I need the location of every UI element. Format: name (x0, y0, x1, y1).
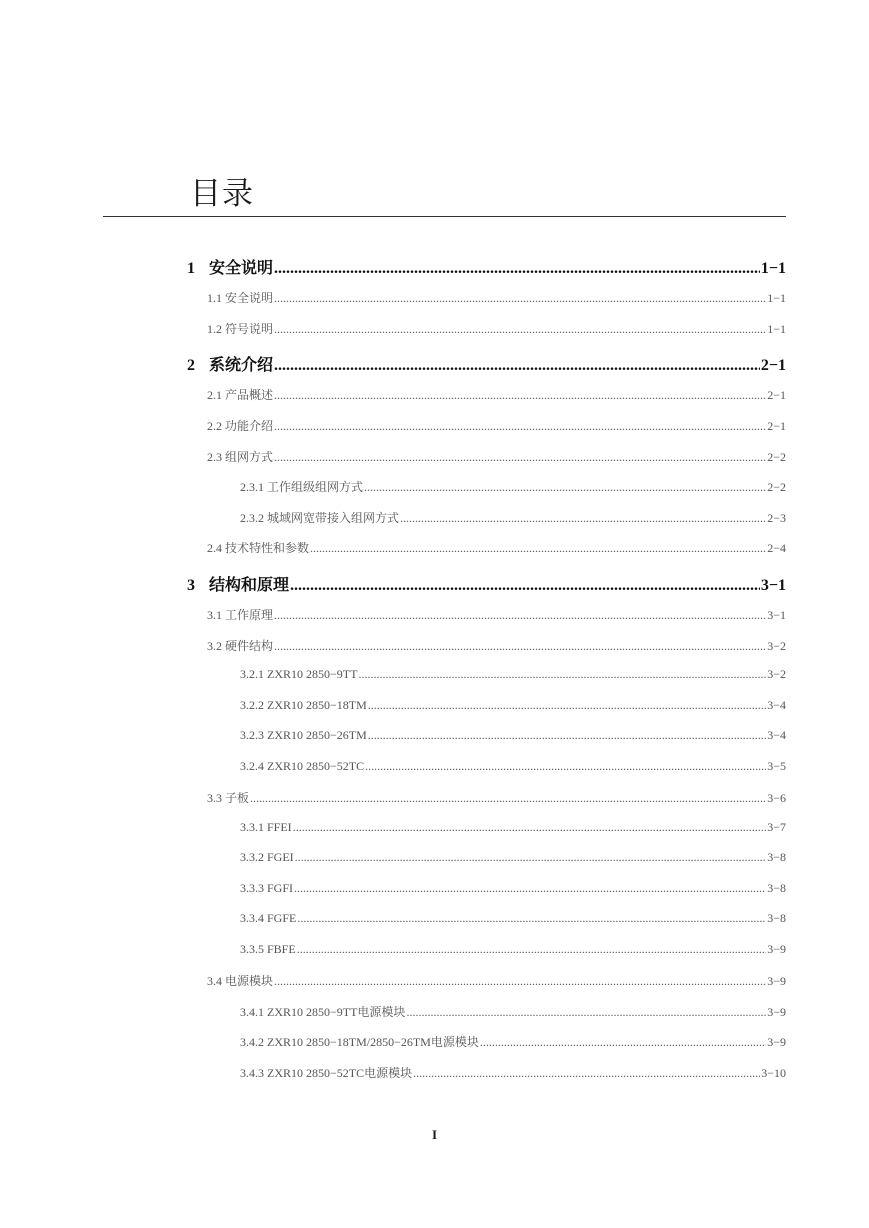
toc-page: 1−1 (767, 291, 786, 305)
toc-leader (294, 881, 766, 896)
toc-entry[interactable] (240, 911, 786, 926)
toc-number: 3.3.3 (240, 881, 264, 895)
toc-label: 子板 (225, 791, 250, 805)
toc-entry[interactable] (207, 606, 786, 623)
toc-page: 3−1 (760, 577, 786, 594)
toc-entry[interactable] (240, 1033, 786, 1050)
toc-label: ZXR10 2850−9TT (267, 667, 358, 681)
toc-page: 3−10 (761, 1066, 786, 1080)
toc-entry[interactable] (187, 572, 786, 595)
toc-entry[interactable] (207, 386, 786, 403)
toc-number: 3 (187, 577, 195, 594)
toc-entry[interactable] (240, 1003, 786, 1020)
toc-page: 3−4 (767, 728, 786, 742)
toc-leader (295, 850, 767, 865)
toc-number: 3.4 (207, 974, 222, 988)
toc-number: 2.3 (207, 450, 222, 464)
toc-number: 3.2.3 (240, 728, 264, 742)
toc-page: 3−2 (767, 639, 786, 653)
toc-page: 3−8 (767, 911, 786, 925)
toc-label: ZXR10 2850−26TM (267, 728, 367, 742)
toc-label: 产品概述 (225, 388, 274, 402)
toc-page: 3−7 (767, 820, 786, 834)
toc-page: 3−9 (767, 1035, 786, 1049)
toc-page: 1−1 (760, 260, 786, 277)
toc-leader (365, 759, 766, 774)
toc-entry[interactable] (207, 448, 786, 465)
toc-number: 3.2 (207, 639, 222, 653)
toc-entry[interactable] (240, 881, 786, 896)
toc-number: 1 (187, 260, 195, 277)
toc-entry[interactable] (240, 509, 786, 526)
toc-entry[interactable] (207, 320, 786, 337)
toc-number: 2.3.1 (240, 480, 264, 494)
toc-label: 工作原理 (225, 608, 274, 622)
toc-leader (297, 942, 767, 957)
toc-number: 3.3.5 (240, 942, 264, 956)
toc-leader (274, 974, 766, 989)
toc-leader (274, 357, 760, 375)
toc-label: FFEI (267, 820, 292, 834)
toc-leader (406, 1005, 766, 1020)
toc-number: 2 (187, 357, 195, 374)
toc-leader (413, 1066, 760, 1081)
toc-label: ZXR10 2850−18TM (267, 698, 367, 712)
title-divider (103, 216, 786, 217)
toc-page: 2−1 (767, 419, 786, 433)
toc-label: FGFE (267, 911, 297, 925)
toc-entry[interactable] (240, 478, 786, 495)
toc-number: 3.4.1 (240, 1005, 264, 1019)
toc-page: 2−1 (760, 357, 786, 374)
toc-number: 3.2.1 (240, 667, 264, 681)
toc-page: 2−1 (767, 388, 786, 402)
toc-number: 3.3 (207, 791, 222, 805)
toc-entry[interactable] (240, 698, 786, 713)
toc-leader (274, 260, 760, 278)
toc-label: 安全说明 (225, 291, 274, 305)
toc-page: 1−1 (767, 322, 786, 336)
toc-entry[interactable] (207, 539, 786, 556)
toc-page: 3−9 (767, 974, 786, 988)
toc-leader (400, 511, 766, 526)
toc-label: ZXR10 2850−52TC电源模块 (267, 1066, 413, 1080)
toc-number: 3.3.4 (240, 911, 264, 925)
toc-entry[interactable] (207, 417, 786, 434)
toc-leader (274, 450, 766, 465)
toc-entry[interactable] (240, 728, 786, 743)
toc-label: 组网方式 (225, 450, 274, 464)
toc-label: FGEI (267, 850, 294, 864)
toc-leader (250, 791, 766, 806)
toc-leader (368, 728, 766, 743)
toc-label: FGFI (267, 881, 294, 895)
toc-number: 1.1 (207, 291, 222, 305)
toc-leader (274, 639, 766, 654)
toc-leader (293, 820, 767, 835)
toc-entry[interactable] (207, 789, 786, 806)
toc-number: 2.4 (207, 541, 222, 555)
toc-leader (274, 608, 766, 623)
toc-page: 3−1 (767, 608, 786, 622)
toc-entry[interactable] (187, 352, 786, 375)
toc-page: 3−2 (767, 667, 786, 681)
toc-leader (297, 911, 766, 926)
toc-number: 3.4.2 (240, 1035, 264, 1049)
toc-leader (274, 291, 766, 306)
toc-number: 2.3.2 (240, 511, 264, 525)
toc-leader (274, 419, 766, 434)
toc-number: 3.3.1 (240, 820, 264, 834)
toc-leader (368, 698, 766, 713)
toc-page: 3−8 (767, 850, 786, 864)
toc-label: 系统介绍 (209, 357, 274, 374)
toc-leader (310, 541, 766, 556)
toc-leader (358, 667, 766, 682)
toc-page: 2−3 (767, 511, 786, 525)
page-title: 目录 (190, 176, 254, 212)
toc-entry[interactable] (240, 759, 786, 774)
toc-page: 3−5 (767, 759, 786, 773)
toc-entry[interactable] (240, 850, 786, 865)
toc-leader (290, 577, 760, 595)
toc-number: 3.2.4 (240, 759, 264, 773)
toc-label: 符号说明 (225, 322, 274, 336)
toc-label: ZXR10 2850−9TT电源模块 (267, 1005, 406, 1019)
toc-label: ZXR10 2850−18TM/2850−26TM电源模块 (267, 1035, 479, 1049)
toc-entry[interactable] (240, 1064, 786, 1081)
toc-number: 3.2.2 (240, 698, 264, 712)
toc-label: FBFE (267, 942, 296, 956)
toc-number: 3.4.3 (240, 1066, 264, 1080)
toc-entry[interactable] (207, 289, 786, 306)
toc-leader (274, 388, 766, 403)
toc-page: 3−4 (767, 698, 786, 712)
toc-label: 功能介绍 (225, 419, 274, 433)
toc-page: 2−2 (767, 450, 786, 464)
toc-leader (480, 1035, 766, 1050)
toc-page: 3−9 (767, 1005, 786, 1019)
toc-entry[interactable] (240, 942, 786, 957)
toc-entry[interactable] (207, 637, 786, 654)
toc-entry[interactable] (240, 820, 786, 835)
toc-entry[interactable] (240, 667, 786, 682)
toc-label: 硬件结构 (225, 639, 274, 653)
toc-label: 结构和原理 (209, 577, 290, 594)
toc-page: 2−2 (767, 480, 786, 494)
toc-label: 安全说明 (209, 260, 274, 277)
toc-page: 3−8 (767, 881, 786, 895)
toc-page: 3−9 (767, 942, 786, 956)
toc-number: 1.2 (207, 322, 222, 336)
toc-number: 2.2 (207, 419, 222, 433)
toc-number: 3.3.2 (240, 850, 264, 864)
toc-label: ZXR10 2850−52TC (267, 759, 365, 773)
toc-number: 2.1 (207, 388, 222, 402)
toc-page: 3−6 (767, 791, 786, 805)
toc-label: 工作组级组网方式 (267, 480, 364, 494)
toc-entry[interactable] (207, 972, 786, 989)
page-number: I (431, 1127, 438, 1142)
toc-label: 城域网宽带接入组网方式 (267, 511, 400, 525)
toc-leader (364, 480, 766, 495)
toc-label: 技术特性和参数 (225, 541, 310, 555)
toc-page: 2−4 (767, 541, 786, 555)
toc-label: 电源模块 (225, 974, 274, 988)
toc-number: 3.1 (207, 608, 222, 622)
toc-leader (274, 322, 766, 337)
toc-entry[interactable] (187, 255, 786, 278)
